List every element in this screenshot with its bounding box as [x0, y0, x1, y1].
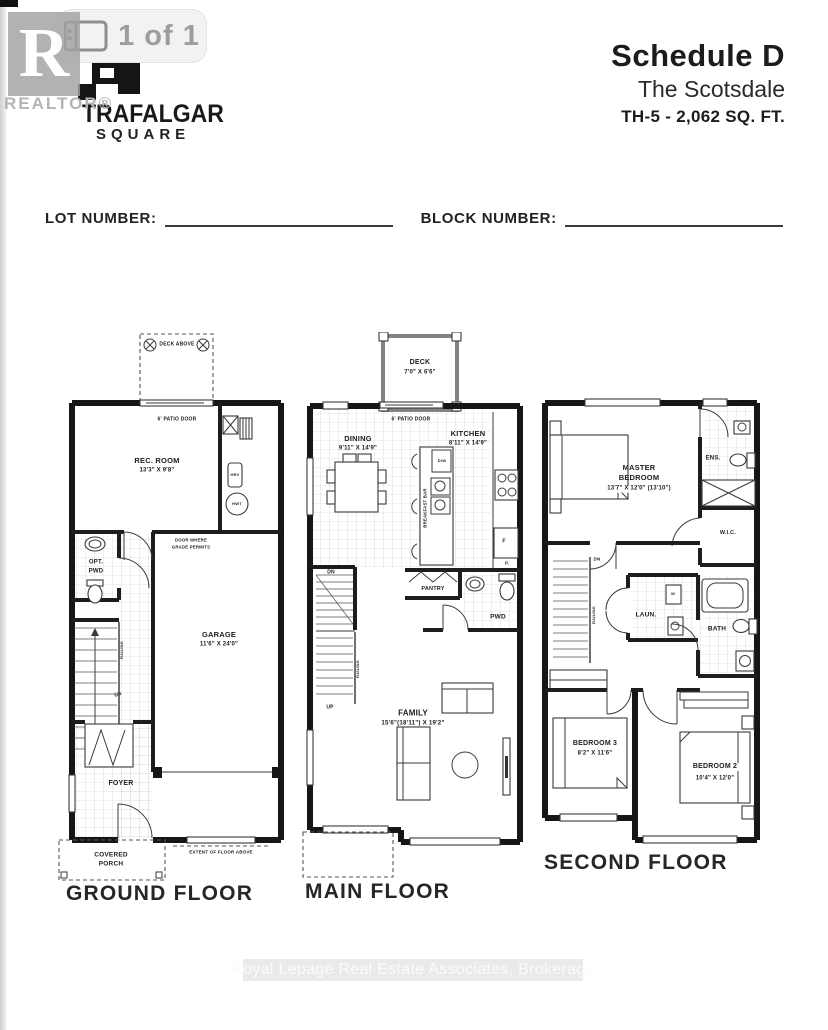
bedroom3-dim: 8'2" X 11'6" — [577, 750, 613, 757]
dishwasher-label: D/W — [437, 457, 447, 463]
bedroom3-label: BEDROOM 3 — [572, 740, 618, 748]
ensuite-label: ENS. — [705, 455, 721, 462]
hwt-label: HWT — [232, 500, 242, 506]
family-label: FAMILY — [398, 708, 428, 718]
realtor-watermark-text: REALTOR® — [4, 94, 114, 113]
garage-label: GARAGE — [201, 629, 237, 639]
up-label: UP — [326, 704, 334, 711]
block-number-label: BLOCK NUMBER: — [420, 210, 557, 227]
document-header — [611, 38, 785, 127]
deck-above-label: DECK ABOVE — [159, 341, 195, 348]
opt-pwd-label-2: PWD — [88, 568, 104, 575]
hrv-label: HRV — [230, 471, 240, 477]
railing-label: RAILING — [590, 606, 596, 624]
dining-dim: 9'11" X 14'9" — [338, 445, 378, 452]
corner-mark — [0, 0, 18, 7]
garage-dim: 11'6" X 24'0" — [199, 641, 239, 648]
deck-label: DECK — [409, 359, 431, 367]
covered-porch-label-2: PORCH — [98, 860, 124, 868]
logo-trafalgar: TRAFALGAR — [82, 100, 224, 128]
ground-floor-plan — [58, 332, 298, 917]
wic-label: W.I.C. — [719, 529, 737, 536]
kitchen-label: KITCHEN — [450, 428, 486, 438]
main-floor-plan — [293, 332, 533, 917]
foyer-label: FOYER — [108, 780, 134, 788]
dn-label: DN — [327, 569, 335, 576]
second-floor-title: SECOND FLOOR — [544, 851, 728, 874]
block-number-field[interactable] — [565, 211, 783, 227]
bedroom2-label: BEDROOM 2 — [692, 763, 738, 771]
master-bedroom-label-1: MASTER — [622, 462, 656, 472]
second-floor-plan — [538, 393, 773, 888]
covered-porch-label-1: COVERED — [94, 851, 128, 859]
logo-square: SQUARE — [96, 126, 191, 143]
door-grade-label-2: GRADE PERMITS — [171, 544, 211, 550]
model-spec: TH-5 - 2,062 SQ. FT. — [621, 107, 785, 126]
extent-label: EXTENT OF FLOOR ABOVE — [189, 849, 253, 855]
pantry-closet-label: P. — [504, 560, 510, 566]
family-dim: 15'6"(18'11") X 19'2" — [381, 719, 445, 727]
dn-label: DN — [593, 556, 601, 562]
bedroom2-dim: 10'4" X 12'0" — [695, 775, 735, 782]
realtor-watermark-icon: R — [8, 12, 80, 96]
deck-dim: 7'0" X 6'6" — [404, 369, 436, 376]
master-bedroom-dim: 13'7" X 12'0" (13'10") — [607, 485, 671, 492]
master-bedroom-label-2: BEDROOM — [618, 472, 660, 482]
photo-count-badge[interactable] — [58, 10, 206, 62]
bath-label: BATH — [707, 625, 727, 633]
rec-room-dim: 13'3" X 9'8" — [139, 467, 175, 474]
pwd-label: PWD — [490, 613, 506, 621]
brokerage-watermark: Royal Lepage Real Estate Associates, Brokerage — [243, 959, 583, 981]
railing-label: RAILING — [118, 641, 124, 659]
breakfast-bar-label: BREAKFAST BAR — [422, 488, 428, 528]
rec-room-label: REC. ROOM — [134, 455, 180, 465]
lot-block-row — [45, 210, 795, 227]
patio-door-label: 6' PATIO DOOR — [391, 416, 431, 423]
up-label: UP — [114, 692, 122, 699]
washer-label: W — [671, 590, 675, 596]
lot-number-label: LOT NUMBER: — [45, 210, 157, 227]
model-name: The Scotsdale — [637, 76, 785, 102]
laundry-label: LAUN. — [635, 611, 657, 619]
opt-pwd-label-1: OPT. — [88, 559, 104, 566]
kitchen-dim: 8'11" X 14'9" — [448, 440, 488, 447]
schedule-title: Schedule D — [611, 38, 785, 73]
door-grade-label-1: DOOR WHERE — [174, 537, 208, 543]
pantry-label: PANTRY — [421, 585, 445, 592]
patio-door-label: 6' PATIO DOOR — [157, 416, 197, 423]
dining-label: DINING — [344, 433, 372, 443]
ground-floor-title: GROUND FLOOR — [66, 882, 254, 905]
railing-label: RAILING — [354, 660, 360, 678]
main-floor-title: MAIN FLOOR — [305, 880, 450, 903]
fridge-label: F — [502, 538, 506, 545]
page-edge-shadow — [0, 0, 7, 1030]
lot-number-field[interactable] — [165, 211, 393, 227]
photo-count-label: 1 of 1 — [118, 19, 200, 52]
